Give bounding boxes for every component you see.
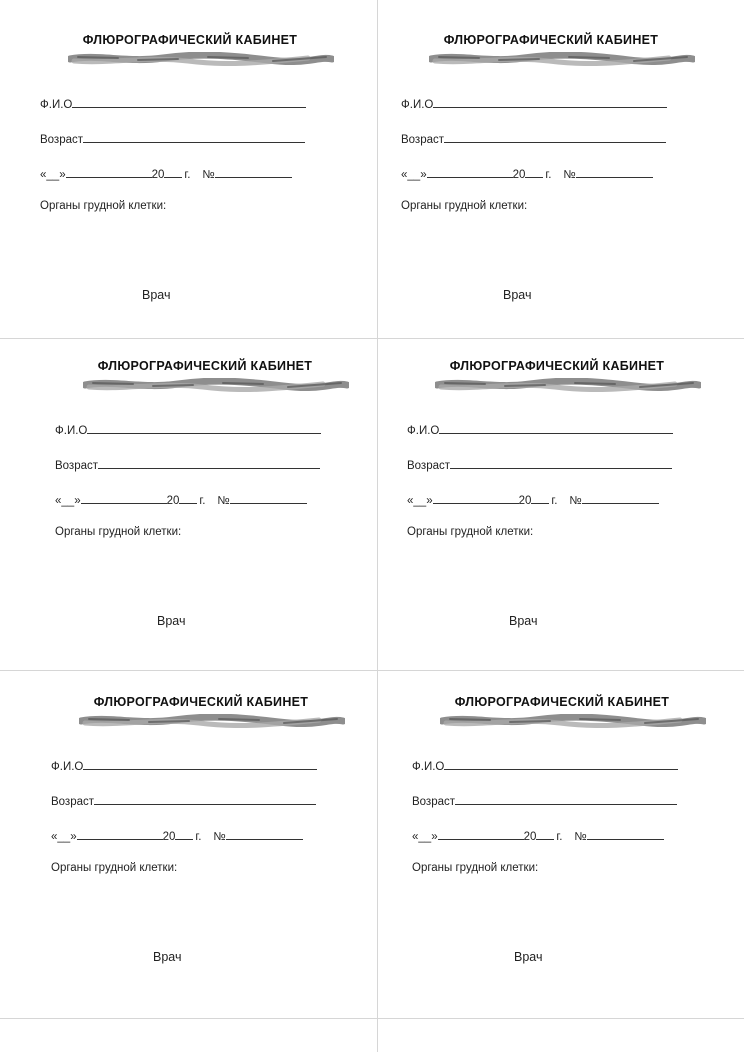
doctor-label: Врач [142,288,171,302]
date-number-field [40,165,292,181]
year-suffix: г. [199,495,206,507]
year-prefix: 20 [512,169,526,181]
date-month-line[interactable] [438,827,524,840]
date-number-field [55,491,307,507]
number-label: № [563,169,576,181]
number-input-line[interactable] [582,491,659,504]
year-prefix: 20 [151,169,165,181]
date-day-blank[interactable]: __ [413,495,427,507]
horizontal-cut-line [0,338,744,339]
form-title: ФЛЮРОГРАФИЧЕСКИЙ КАБИНЕТ [97,359,313,373]
horizontal-cut-line [0,1018,744,1019]
redacted-stamp [435,378,701,392]
age-field [40,130,305,146]
form-card-3 [55,359,355,659]
fio-field [412,757,678,773]
fio-field [55,421,321,437]
form-title: ФЛЮРОГРАФИЧЕСКИЙ КАБИНЕТ [82,33,298,47]
organs-label: Органы грудной клетки: [55,526,182,538]
age-field [407,456,672,472]
number-input-line[interactable] [226,827,303,840]
fio-input-line[interactable] [87,421,321,434]
redacted-stamp [440,714,706,728]
age-field [412,792,677,808]
date-month-line[interactable] [427,165,513,178]
vertical-cut-line [377,0,378,1052]
date-day-blank[interactable]: __ [61,495,75,507]
date-open-quote: « [40,169,47,181]
date-open-quote: « [401,169,408,181]
form-title: ФЛЮРОГРАФИЧЕСКИЙ КАБИНЕТ [449,359,665,373]
redacted-stamp [68,52,334,66]
year-line[interactable] [179,491,197,504]
redacted-stamp [429,52,695,66]
age-label: Возраст [407,460,451,472]
year-suffix: г. [184,169,191,181]
date-day-blank[interactable]: __ [418,831,432,843]
redacted-stamp [79,714,345,728]
age-field [51,792,316,808]
fio-field [401,95,667,111]
form-card-1 [40,33,340,333]
age-input-line[interactable] [98,456,320,469]
age-input-line[interactable] [83,130,305,143]
year-line[interactable] [525,165,543,178]
date-day-blank[interactable]: __ [407,169,421,181]
age-input-line[interactable] [94,792,316,805]
doctor-label: Врач [509,614,538,628]
horizontal-cut-line [0,670,744,671]
form-title: ФЛЮРОГРАФИЧЕСКИЙ КАБИНЕТ [443,33,659,47]
date-number-field [401,165,653,181]
fio-label: Ф.И.О [412,761,445,773]
doctor-label: Врач [503,288,532,302]
date-open-quote: « [51,831,58,843]
age-field [401,130,666,146]
form-title: ФЛЮРОГРАФИЧЕСКИЙ КАБИНЕТ [93,695,309,709]
date-close-quote: » [70,831,77,843]
number-input-line[interactable] [587,827,664,840]
form-card-4 [407,359,707,659]
date-open-quote: « [407,495,414,507]
date-open-quote: « [55,495,62,507]
date-day-blank[interactable]: __ [57,831,71,843]
date-close-quote: » [431,831,438,843]
redacted-stamp [83,378,349,392]
age-label: Возраст [55,460,99,472]
year-line[interactable] [164,165,182,178]
date-day-blank[interactable]: __ [46,169,60,181]
age-input-line[interactable] [450,456,672,469]
date-open-quote: « [412,831,419,843]
date-month-line[interactable] [81,491,167,504]
organs-label: Органы грудной клетки: [401,200,528,212]
number-input-line[interactable] [215,165,292,178]
year-suffix: г. [551,495,558,507]
date-close-quote: » [426,495,433,507]
date-close-quote: » [74,495,81,507]
date-close-quote: » [420,169,427,181]
doctor-label: Врач [153,950,182,964]
date-month-line[interactable] [77,827,163,840]
organs-label: Органы грудной клетки: [412,862,539,874]
date-month-line[interactable] [66,165,152,178]
age-input-line[interactable] [444,130,666,143]
fio-label: Ф.И.О [51,761,84,773]
age-label: Возраст [401,134,445,146]
age-label: Возраст [40,134,84,146]
number-input-line[interactable] [576,165,653,178]
year-line[interactable] [536,827,554,840]
fio-field [407,421,673,437]
fio-label: Ф.И.О [40,99,73,111]
number-label: № [574,831,587,843]
number-label: № [217,495,230,507]
fio-label: Ф.И.О [401,99,434,111]
form-card-5 [51,695,351,995]
year-line[interactable] [531,491,549,504]
organs-label: Органы грудной клетки: [40,200,167,212]
year-suffix: г. [556,831,563,843]
year-prefix: 20 [523,831,537,843]
form-card-2 [401,33,701,333]
year-prefix: 20 [166,495,180,507]
number-input-line[interactable] [230,491,307,504]
date-number-field [407,491,659,507]
fio-field [51,757,317,773]
fio-input-line[interactable] [72,95,306,108]
form-title: ФЛЮРОГРАФИЧЕСКИЙ КАБИНЕТ [454,695,670,709]
fio-field [40,95,306,111]
date-month-line[interactable] [433,491,519,504]
number-label: № [202,169,215,181]
organs-label: Органы грудной клетки: [407,526,534,538]
age-field [55,456,320,472]
date-number-field [412,827,664,843]
fio-input-line[interactable] [444,757,678,770]
year-prefix: 20 [518,495,532,507]
age-input-line[interactable] [455,792,677,805]
year-suffix: г. [195,831,202,843]
fio-input-line[interactable] [439,421,673,434]
year-prefix: 20 [162,831,176,843]
number-label: № [213,831,226,843]
date-close-quote: » [59,169,66,181]
year-line[interactable] [175,827,193,840]
date-number-field [51,827,303,843]
fio-input-line[interactable] [433,95,667,108]
organs-label: Органы грудной клетки: [51,862,178,874]
fio-label: Ф.И.О [55,425,88,437]
age-label: Возраст [51,796,95,808]
age-label: Возраст [412,796,456,808]
number-label: № [569,495,582,507]
fio-label: Ф.И.О [407,425,440,437]
fio-input-line[interactable] [83,757,317,770]
year-suffix: г. [545,169,552,181]
doctor-label: Врач [514,950,543,964]
form-card-6 [412,695,712,995]
doctor-label: Врач [157,614,186,628]
